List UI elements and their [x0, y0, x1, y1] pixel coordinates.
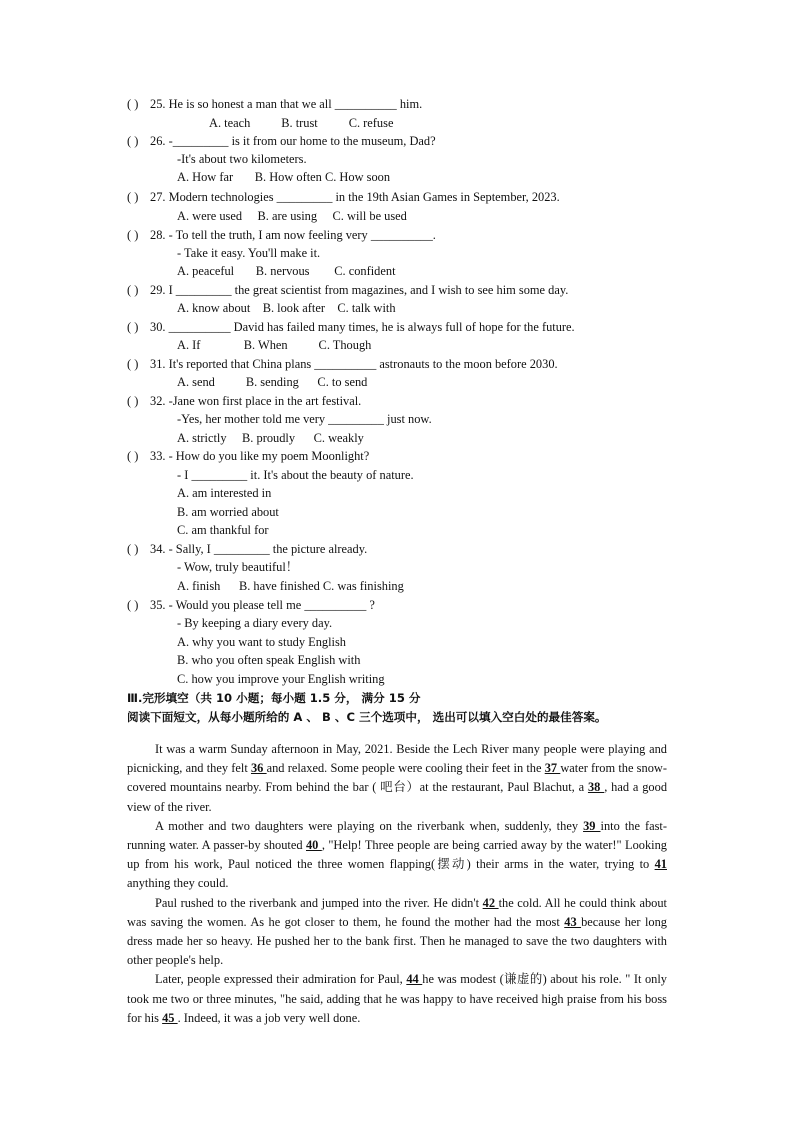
q35-answer-line: - By keeping a diary every day.	[177, 616, 333, 630]
blank-44: 44	[406, 972, 423, 987]
p3-text-b: the cold. All he could think about was saving the women. As he got closer to them, he found the mother had the most	[127, 895, 667, 929]
q30-text: 30. __________ David has failed many times, he is always full of hope for the future.	[150, 320, 575, 334]
q27-text: 27. Modern technologies _________ in the 19th Asian Games in September, 2023.	[150, 190, 560, 204]
paragraph-2	[127, 817, 667, 894]
q33-answer-line: - I _________ it. It's about the beauty of nature.	[177, 468, 414, 482]
q27-paren: ( )	[127, 190, 139, 204]
blank-43: 43	[564, 914, 582, 929]
q35-option-c: C. how you improve your English writing	[177, 672, 385, 686]
q31-options: A. send B. sending C. to send	[177, 375, 368, 389]
p1-text-c: water from the snow-covered mountains nearby. From behind the bar ( 吧台）at the restaurant, Paul Blachut, a	[127, 761, 667, 795]
q31-text: 31. It's reported that China plans __________ astronauts to the moon before 2030.	[150, 357, 558, 371]
q35-paren: ( )	[127, 598, 139, 612]
q28-answer-line: - Take it easy. You'll make it.	[177, 246, 321, 260]
q26-options: A. How far B. How often C. How soon	[177, 170, 391, 184]
q25-options: A. teach B. trust C. refuse	[209, 116, 394, 130]
q26-answer-line: -It's about two kilometers.	[177, 152, 307, 166]
q25-paren: ( )	[127, 97, 139, 111]
p4-text-b: he was modest (谦虚的) about his role. " It only took me two or three minutes, "he said, adding that he was happy to have received high praise from his boss for his	[127, 972, 667, 1025]
q32-text: 32. -Jane won first place in the art festival.	[150, 394, 362, 408]
p3-text-c: because her long dress made her so heavy. He pushed her to the bank first. Then he managed to save the two daughters with other people's help.	[127, 914, 667, 968]
q33-text: 33. - How do you like my poem Moonlight?	[150, 449, 370, 463]
paragraph-4	[127, 970, 667, 1028]
q34-text: 34. - Sally, I _________ the picture already.	[150, 542, 368, 556]
blank-45: 45	[162, 1010, 178, 1025]
blank-42: 42	[482, 895, 499, 910]
p3-text-a: Paul rushed to the riverbank and jumped into the river. He didn't	[155, 895, 483, 910]
q26-text: 26. -_________ is it from our home to the museum, Dad?	[150, 134, 436, 148]
q28-options: A. peaceful B. nervous C. confident	[177, 264, 396, 278]
q31-paren: ( )	[127, 357, 139, 371]
q29-text: 29. I _________ the great scientist from magazines, and I wish to see him some day.	[150, 283, 569, 297]
p2-text-a: A mother and two daughters were playing on the riverbank when, suddenly, they	[155, 818, 584, 833]
q28-paren: ( )	[127, 228, 139, 242]
p2-text-b: into the fast-running water. A passer-by shouted	[127, 818, 668, 853]
section-heading: Ⅲ.完形填空（共 10 小题；每小题 1.5 分， 满分 15 分	[127, 691, 421, 705]
q33-option-c: C. am thankful for	[177, 523, 269, 537]
blank-36: 36	[250, 761, 267, 776]
q35-option-a: A. why you want to study English	[177, 635, 346, 649]
p1-text-b: and relaxed. Some people were cooling their feet in the	[266, 761, 545, 776]
p2-text-d: anything they could.	[127, 876, 229, 891]
blank-38: 38	[587, 780, 605, 795]
q29-paren: ( )	[127, 283, 139, 297]
cloze-passage	[127, 740, 667, 1028]
p1-text-d: , had a good view of the river.	[127, 780, 668, 814]
q35-option-b: B. who you often speak English with	[177, 653, 361, 667]
q30-paren: ( )	[127, 320, 139, 334]
q32-paren: ( )	[127, 394, 139, 408]
p4-text-c: . Indeed, it was a job very well done.	[177, 1010, 361, 1025]
q26-paren: ( )	[127, 134, 139, 148]
p2-text-c: , "Help! Three people are being carried away by the water!" Looking up from his work, Paul noticed the three women flapping(摆动) their arms in the water, trying to	[127, 838, 667, 872]
p4-text-a: Later, people expressed their admiration for Paul,	[155, 972, 407, 987]
q33-option-a: A. am interested in	[177, 486, 272, 500]
blank-37: 37	[544, 761, 561, 776]
q34-answer-line: - Wow, truly beautiful！	[177, 560, 299, 574]
q34-options: A. finish B. have finished C. was finishing	[177, 579, 404, 593]
q34-paren: ( )	[127, 542, 139, 556]
q35-text: 35. - Would you please tell me __________ ?	[150, 598, 375, 612]
blank-41: 41	[654, 857, 667, 872]
q32-options: A. strictly B. proudly C. weakly	[177, 431, 364, 445]
q29-options: A. know about B. look after C. talk with	[177, 301, 396, 315]
paragraph-1	[127, 740, 667, 817]
q30-options: A. If B. When C. Though	[177, 338, 372, 352]
paragraph-3	[127, 894, 667, 971]
p1-text-a: It was a warm Sunday afternoon in May, 2021. Beside the Lech River many people were playing and picnicking, and they felt	[127, 742, 667, 776]
q33-option-b: B. am worried about	[177, 505, 279, 519]
q32-answer-line: -Yes, her mother told me very _________ just now.	[177, 412, 432, 426]
q28-text: 28. - To tell the truth, I am now feeling very __________.	[150, 228, 436, 242]
blank-39: 39	[583, 818, 601, 833]
blank-40: 40	[305, 838, 322, 853]
q25-text: 25. He is so honest a man that we all __________ him.	[150, 97, 423, 111]
q27-options: A. were used B. are using C. will be used	[177, 209, 407, 223]
section-instruction: 阅读下面短文，从每小题所给的 A 、 B 、C 三个选项中， 选出可以填入空白处的最佳答案。	[127, 710, 607, 724]
q33-paren: ( )	[127, 449, 139, 463]
